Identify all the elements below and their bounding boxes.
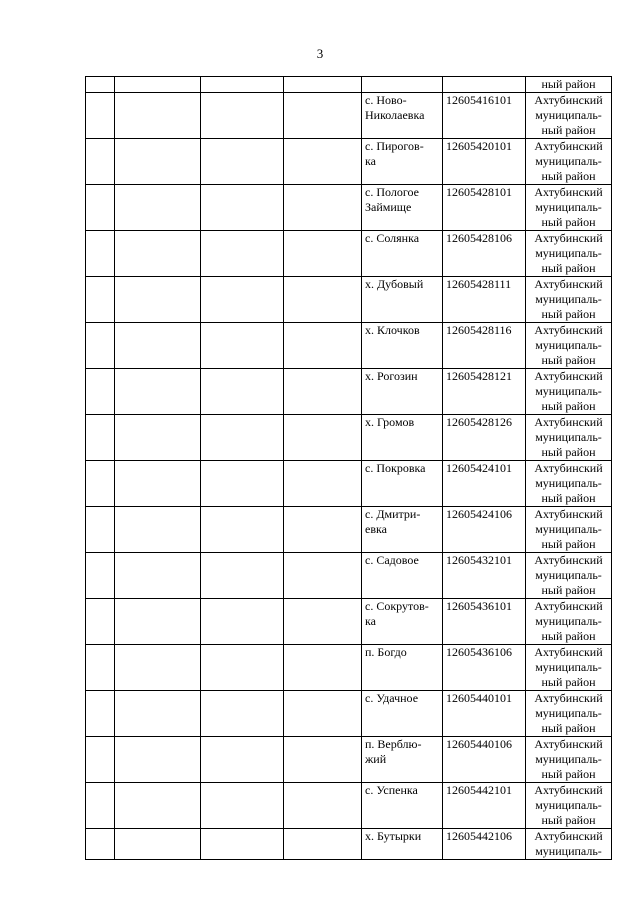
cell-empty (86, 77, 115, 93)
cell-empty (86, 783, 115, 829)
cell-empty (86, 277, 115, 323)
cell-empty (201, 185, 284, 231)
cell-empty (115, 77, 201, 93)
cell-empty (86, 231, 115, 277)
cell-district: Ахтубинский муниципаль- ный район (526, 185, 612, 231)
cell-settlement: с. Пирогов- ка (362, 139, 443, 185)
cell-district-continuation: ный район (526, 77, 612, 93)
cell-settlement: с. Солянка (362, 231, 443, 277)
cell-oktmo-code: 12605436106 (443, 645, 526, 691)
cell-empty (284, 415, 362, 461)
cell-settlement: п. Верблю- жий (362, 737, 443, 783)
cell-oktmo-code: 12605428111 (443, 277, 526, 323)
cell-empty (201, 461, 284, 507)
cell-district: Ахтубинский муниципаль- ный район (526, 599, 612, 645)
cell-settlement: с. Пологое Займище (362, 185, 443, 231)
cell-empty (284, 93, 362, 139)
cell-settlement: с. Удачное (362, 691, 443, 737)
cell-empty (284, 829, 362, 860)
table-row (86, 93, 612, 139)
cell-empty (115, 691, 201, 737)
cell-empty (284, 737, 362, 783)
table-row (86, 507, 612, 553)
cell-oktmo-code: 12605424101 (443, 461, 526, 507)
cell-district: Ахтубинский муниципаль- ный район (526, 231, 612, 277)
cell-empty (201, 599, 284, 645)
cell-empty (86, 323, 115, 369)
cell-oktmo-code: 12605442106 (443, 829, 526, 860)
cell-empty (284, 77, 362, 93)
cell-district: Ахтубинский муниципаль- ный район (526, 645, 612, 691)
page-number: 3 (316, 46, 324, 61)
cell-empty (284, 139, 362, 185)
cell-settlement: х. Громов (362, 415, 443, 461)
cell-oktmo-code: 12605440106 (443, 737, 526, 783)
cell-empty (86, 185, 115, 231)
table-row (86, 829, 612, 860)
cell-empty (115, 323, 201, 369)
cell-empty (201, 691, 284, 737)
cell-empty (201, 323, 284, 369)
cell-empty (86, 553, 115, 599)
cell-settlement: с. Сокрутов- ка (362, 599, 443, 645)
cell-oktmo-code: 12605432101 (443, 553, 526, 599)
cell-settlement: х. Дубовый (362, 277, 443, 323)
cell-district: Ахтубинский муниципаль- ный район (526, 369, 612, 415)
cell-empty (201, 553, 284, 599)
cell-empty (201, 93, 284, 139)
cell-empty (284, 691, 362, 737)
cell-empty (284, 783, 362, 829)
cell-empty (201, 507, 284, 553)
cell-empty (201, 369, 284, 415)
cell-empty (201, 829, 284, 860)
cell-empty (115, 737, 201, 783)
cell-settlement: с. Дмитри- евка (362, 507, 443, 553)
cell-oktmo-code: 12605428101 (443, 185, 526, 231)
cell-district: Ахтубинский муниципаль- ный район (526, 461, 612, 507)
cell-district: Ахтубинский муниципаль- ный район (526, 139, 612, 185)
cell-empty (201, 139, 284, 185)
cell-empty (115, 231, 201, 277)
cell-oktmo-code: 12605436101 (443, 599, 526, 645)
cell-settlement: с. Успенка (362, 783, 443, 829)
table-row (86, 783, 612, 829)
settlement-table (85, 76, 612, 860)
table-row (86, 231, 612, 277)
cell-empty (115, 461, 201, 507)
cell-empty (284, 461, 362, 507)
table-row (86, 599, 612, 645)
cell-district: Ахтубинский муниципаль- ный район (526, 323, 612, 369)
table-row (86, 139, 612, 185)
cell-empty (86, 415, 115, 461)
cell-district: Ахтубинский муниципаль- ный район (526, 507, 612, 553)
table-row (86, 415, 612, 461)
cell-empty (86, 507, 115, 553)
cell-settlement: х. Бутырки (362, 829, 443, 860)
cell-empty (284, 369, 362, 415)
cell-empty (86, 829, 115, 860)
cell-empty (201, 77, 284, 93)
cell-empty (201, 277, 284, 323)
table-body (86, 77, 612, 860)
cell-empty (115, 185, 201, 231)
cell-settlement: с. Ново- Николаевка (362, 93, 443, 139)
cell-district: Ахтубинский муниципаль- ный район (526, 737, 612, 783)
cell-empty (284, 231, 362, 277)
cell-empty (115, 599, 201, 645)
cell-oktmo-code: 12605428116 (443, 323, 526, 369)
cell-empty (201, 231, 284, 277)
cell-district: Ахтубинский муниципаль- (526, 829, 612, 860)
cell-district: Ахтубинский муниципаль- ный район (526, 553, 612, 599)
cell-settlement: х. Клочков (362, 323, 443, 369)
cell-empty (86, 369, 115, 415)
cell-oktmo-code: 12605442101 (443, 783, 526, 829)
table-row (86, 323, 612, 369)
cell-empty (201, 737, 284, 783)
cell-empty (115, 783, 201, 829)
cell-oktmo-code: 12605424106 (443, 507, 526, 553)
cell-empty (201, 783, 284, 829)
cell-empty (284, 507, 362, 553)
cell-settlement: с. Садовое (362, 553, 443, 599)
table-row (86, 461, 612, 507)
cell-empty (284, 645, 362, 691)
cell-empty (362, 77, 443, 93)
cell-empty (86, 645, 115, 691)
cell-empty (86, 93, 115, 139)
cell-empty (86, 461, 115, 507)
cell-district: Ахтубинский муниципаль- ный район (526, 277, 612, 323)
cell-oktmo-code: 12605428126 (443, 415, 526, 461)
cell-settlement: п. Богдо (362, 645, 443, 691)
table-row (86, 553, 612, 599)
cell-empty (284, 553, 362, 599)
table-row (86, 277, 612, 323)
cell-oktmo-code: 12605416101 (443, 93, 526, 139)
cell-empty (86, 737, 115, 783)
table-row (86, 645, 612, 691)
cell-district: Ахтубинский муниципаль- ный район (526, 691, 612, 737)
cell-empty (443, 77, 526, 93)
cell-empty (115, 507, 201, 553)
cell-empty (201, 645, 284, 691)
cell-oktmo-code: 12605440101 (443, 691, 526, 737)
cell-empty (115, 553, 201, 599)
cell-empty (115, 645, 201, 691)
table-row (86, 185, 612, 231)
cell-empty (115, 93, 201, 139)
cell-oktmo-code: 12605420101 (443, 139, 526, 185)
cell-empty (86, 139, 115, 185)
cell-empty (284, 185, 362, 231)
cell-empty (115, 829, 201, 860)
cell-empty (115, 277, 201, 323)
cell-district: Ахтубинский муниципаль- ный район (526, 783, 612, 829)
cell-oktmo-code: 12605428121 (443, 369, 526, 415)
cell-empty (86, 599, 115, 645)
table-row (86, 691, 612, 737)
cell-empty (284, 277, 362, 323)
cell-settlement: с. Покровка (362, 461, 443, 507)
table-row (86, 737, 612, 783)
cell-empty (115, 369, 201, 415)
cell-settlement: х. Рогозин (362, 369, 443, 415)
cell-oktmo-code: 12605428106 (443, 231, 526, 277)
cell-district: Ахтубинский муниципаль- ный район (526, 415, 612, 461)
cell-empty (201, 415, 284, 461)
cell-empty (86, 691, 115, 737)
cell-district: Ахтубинский муниципаль- ный район (526, 93, 612, 139)
cell-empty (284, 599, 362, 645)
table-row-continuation (86, 77, 612, 93)
cell-empty (115, 139, 201, 185)
cell-empty (115, 415, 201, 461)
table-row (86, 369, 612, 415)
cell-empty (284, 323, 362, 369)
